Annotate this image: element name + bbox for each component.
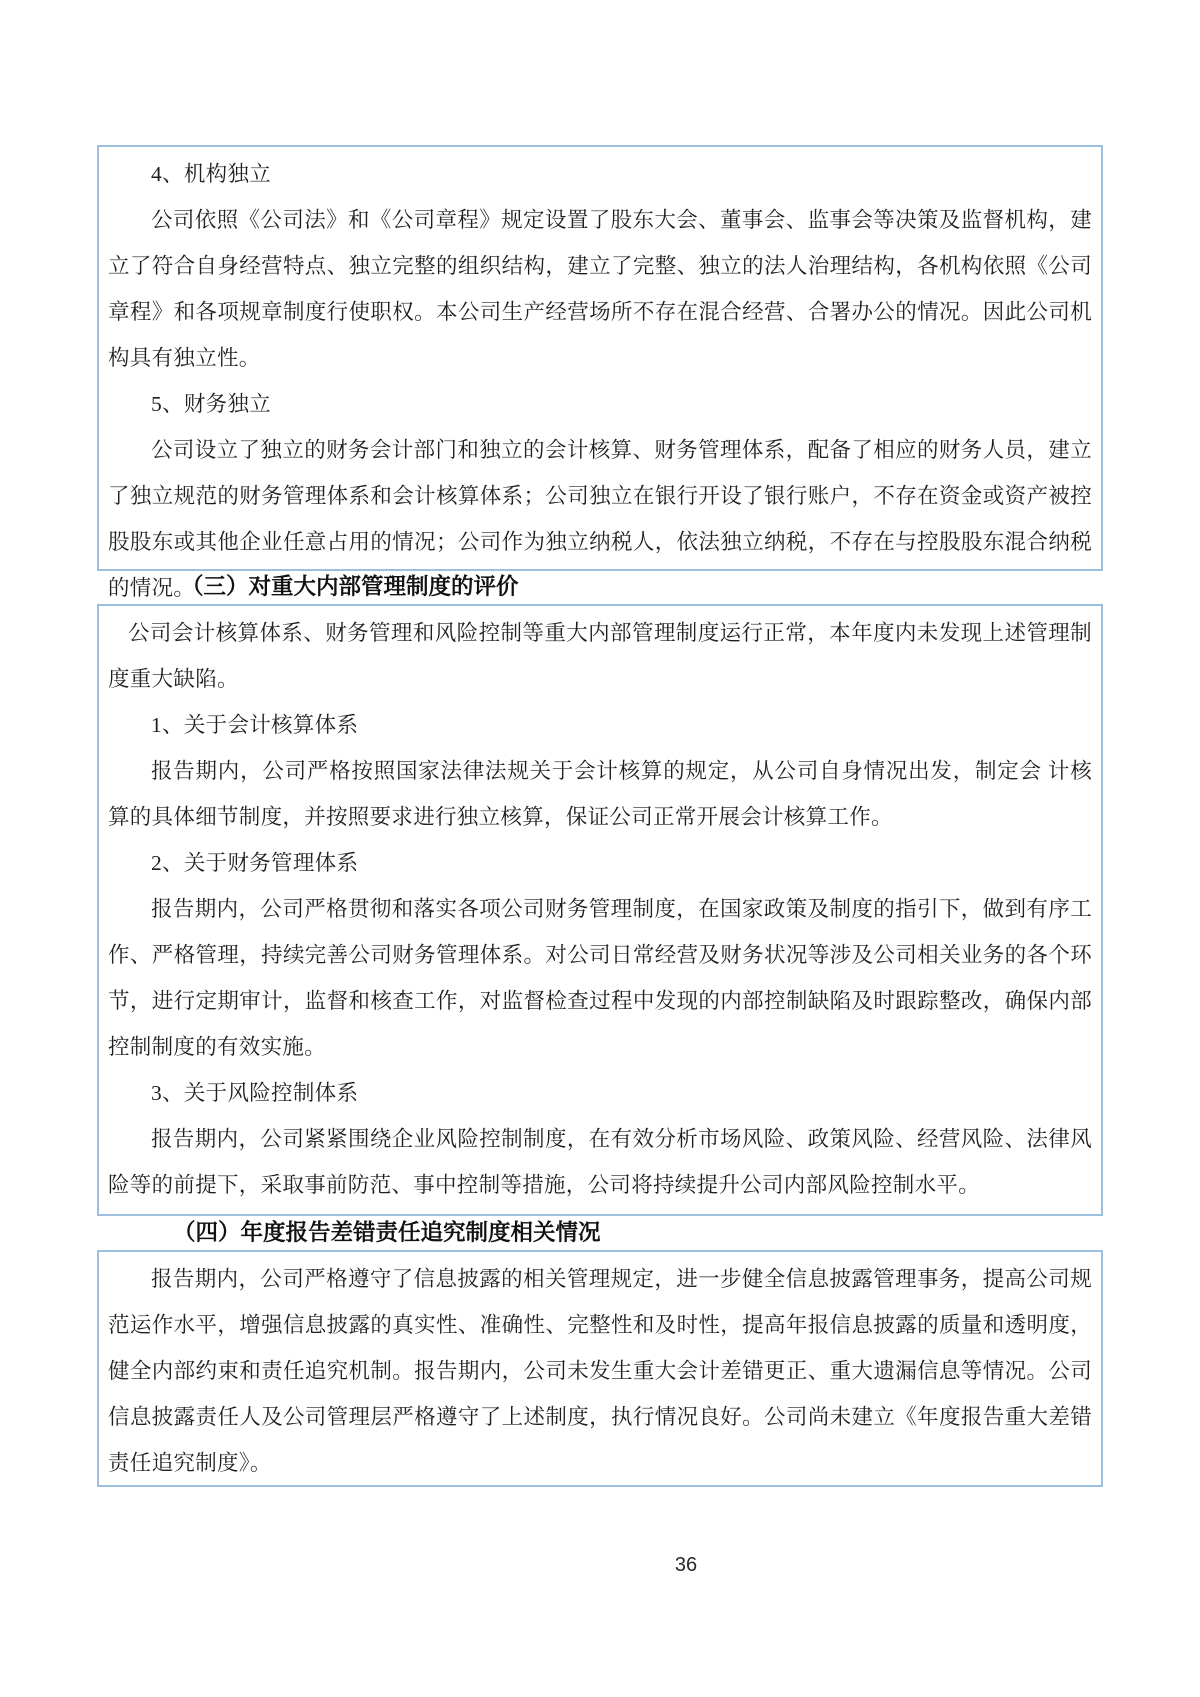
paragraph-financial-independence-body: 公司设立了独立的财务会计部门和独立的会计核算、财务管理体系，配备了相应的财务人员，建立了独立规范的财务管理体系和会计核算体系；公司独立在银行开设了银行账户，不存在资金或资产被控股股东或其他企业任意占用的情况；公司作为独立纳税人，依法独立纳税，不存在与控股股东混合纳税的情况。 [108, 438, 1092, 600]
paragraph-error-accountability-body: 报告期内，公司严格遵守了信息披露的相关管理规定，进一步健全信息披露管理事务，提高公司规范运作水平，增强信息披露的真实性、准确性、完整性和及时性，提高年报信息披露的质量和透明度，健全内部约束和责任追究机制。报告期内，公司未发生重大会计差错更正、重大遗漏信息等情况。公司信息披露责任人及公司管理层严格遵守了上述制度，执行情况良好。公司尚未建立《年度报告重大差错责任追究制度》。 [108, 1267, 1092, 1475]
paragraph-financial-independence-title: 5、财务独立 [151, 392, 272, 416]
paragraph-institutional-independence-body: 公司依照《公司法》和《公司章程》规定设置了股东大会、董事会、监事会等决策及监督机构，建立了符合自身经营特点、独立完整的组织结构，建立了完整、独立的法人治理结构，各机构依照《公司章程》和各项规章制度行使职权。本公司生产经营场所不存在混合经营、合署办公的情况。因此公司机构具有独立性。 [108, 208, 1092, 370]
paragraph-financial-management-body: 报告期内，公司严格贯彻和落实各项公司财务管理制度，在国家政策及制度的指引下，做到有序工作、严格管理，持续完善公司财务管理体系。对公司日常经营及财务状况等涉及公司相关业务的各个环节，进行定期审计，监督和核查工作，对监督检查过程中发现的内部控制缺陷及时跟踪整改，确保内部控制制度的有效实施。 [108, 897, 1092, 1059]
paragraph-internal-management-summary: 公司会计核算体系、财务管理和风险控制等重大内部管理制度运行正常，本年度内未发现上述管理制度重大缺陷。 [108, 621, 1092, 691]
error-accountability-box [97, 1250, 1103, 1487]
section-heading-internal-management-evaluation: （三）对重大内部管理制度的评价 [181, 574, 519, 599]
paragraph-institutional-independence-title: 4、机构独立 [151, 162, 272, 186]
section-heading-error-accountability: （四）年度报告差错责任追究制度相关情况 [173, 1220, 601, 1245]
paragraph-accounting-system-title: 1、关于会计核算体系 [151, 713, 359, 737]
paragraph-financial-management-title: 2、关于财务管理体系 [151, 851, 359, 875]
page-number: 36 [674, 1554, 698, 1576]
paragraph-accounting-system-body: 报告期内，公司严格按照国家法律法规关于会计核算的规定，从公司自身情况出发，制定会 计核算的具体细节制度，并按照要求进行独立核算，保证公司正常开展会计核算工作。 [108, 759, 1092, 829]
paragraph-risk-control-body: 报告期内，公司紧紧围绕企业风险控制制度，在有效分析市场风险、政策风险、经营风险、法律风险等的前提下，采取事前防范、事中控制等措施，公司将持续提升公司内部风险控制水平。 [108, 1127, 1092, 1197]
paragraph-risk-control-title: 3、关于风险控制体系 [151, 1081, 359, 1105]
internal-management-evaluation-box [97, 604, 1103, 1216]
